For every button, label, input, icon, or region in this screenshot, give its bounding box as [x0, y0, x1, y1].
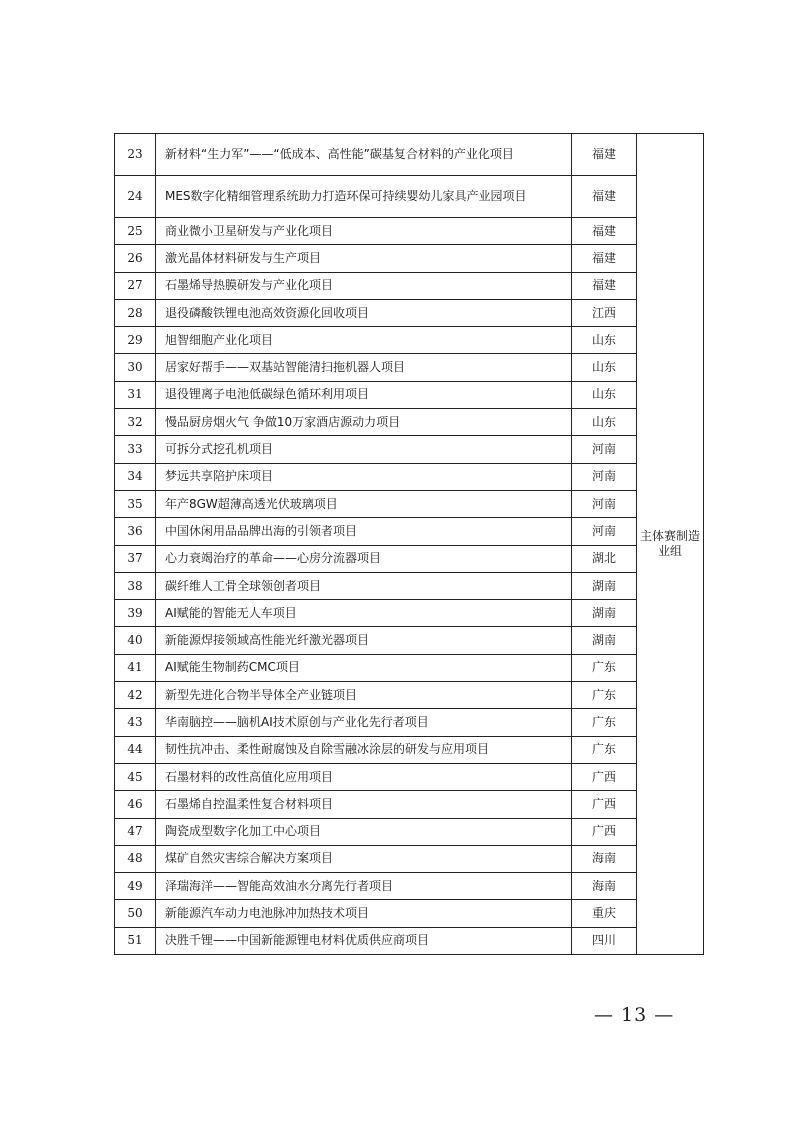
row-number: 28 — [115, 299, 156, 326]
table-row — [115, 218, 704, 245]
province: 山东 — [572, 327, 637, 354]
province: 江西 — [572, 299, 637, 326]
row-number: 51 — [115, 927, 156, 954]
row-number: 24 — [115, 176, 156, 218]
province: 福建 — [572, 134, 637, 176]
project-name: 中国休闲用品品牌出海的引领者项目 — [156, 518, 572, 545]
project-name: 石墨烯导热膜研发与产业化项目 — [156, 272, 572, 299]
project-name: 石墨材料的改性高值化应用项目 — [156, 763, 572, 790]
province: 广东 — [572, 654, 637, 681]
project-name: 居家好帮手——双基站智能清扫拖机器人项目 — [156, 354, 572, 381]
row-number: 35 — [115, 490, 156, 517]
table-row — [115, 272, 704, 299]
table-row — [115, 873, 704, 900]
page-number: — 13 — — [594, 1004, 675, 1026]
row-number: 50 — [115, 900, 156, 927]
project-name: 心力衰竭治疗的革命——心房分流器项目 — [156, 545, 572, 572]
row-number: 44 — [115, 736, 156, 763]
table-row — [115, 927, 704, 954]
table-row — [115, 176, 704, 218]
table-row — [115, 627, 704, 654]
project-name: 梦远共享陪护床项目 — [156, 463, 572, 490]
table-row — [115, 791, 704, 818]
row-number: 41 — [115, 654, 156, 681]
province: 河南 — [572, 436, 637, 463]
table-row — [115, 682, 704, 709]
province: 福建 — [572, 245, 637, 272]
table-row — [115, 354, 704, 381]
table-row — [115, 134, 704, 176]
row-number: 43 — [115, 709, 156, 736]
province: 山东 — [572, 354, 637, 381]
province: 四川 — [572, 927, 637, 954]
table-row — [115, 299, 704, 326]
row-number: 26 — [115, 245, 156, 272]
project-name: 华南脑控——脑机AI技术原创与产业化先行者项目 — [156, 709, 572, 736]
table-row — [115, 763, 704, 790]
table-row — [115, 545, 704, 572]
province: 河南 — [572, 518, 637, 545]
row-number: 29 — [115, 327, 156, 354]
province: 广东 — [572, 709, 637, 736]
province: 海南 — [572, 845, 637, 872]
row-number: 47 — [115, 818, 156, 845]
province: 山东 — [572, 409, 637, 436]
table-row — [115, 490, 704, 517]
project-name: 决胜千锂——中国新能源锂电材料优质供应商项目 — [156, 927, 572, 954]
project-table — [114, 133, 704, 955]
row-number: 34 — [115, 463, 156, 490]
table-row — [115, 654, 704, 681]
province: 湖南 — [572, 627, 637, 654]
project-name: 可拆分式挖孔机项目 — [156, 436, 572, 463]
table-row — [115, 245, 704, 272]
group-label: 主体赛制造业组 — [640, 529, 701, 558]
project-name: 激光晶体材料研发与生产项目 — [156, 245, 572, 272]
row-number: 48 — [115, 845, 156, 872]
row-number: 42 — [115, 682, 156, 709]
project-name: MES数字化精细管理系统助力打造环保可持续婴幼儿家具产业园项目 — [156, 176, 572, 218]
row-number: 36 — [115, 518, 156, 545]
row-number: 30 — [115, 354, 156, 381]
project-name: AI赋能生物制药CMC项目 — [156, 654, 572, 681]
province: 广西 — [572, 818, 637, 845]
project-name: 碳纤维人工骨全球领创者项目 — [156, 572, 572, 599]
project-name: 煤矿自然灾害综合解决方案项目 — [156, 845, 572, 872]
province: 福建 — [572, 176, 637, 218]
row-number: 39 — [115, 600, 156, 627]
table-row — [115, 736, 704, 763]
row-number: 45 — [115, 763, 156, 790]
project-name: 新型先进化合物半导体全产业链项目 — [156, 682, 572, 709]
project-name: 慢品厨房烟火气 争做10万家酒店源动力项目 — [156, 409, 572, 436]
province: 湖南 — [572, 572, 637, 599]
project-name: AI赋能的智能无人车项目 — [156, 600, 572, 627]
project-name: 泽瑞海洋——智能高效油水分离先行者项目 — [156, 873, 572, 900]
province: 福建 — [572, 272, 637, 299]
province: 湖北 — [572, 545, 637, 572]
row-number: 31 — [115, 381, 156, 408]
row-number: 25 — [115, 218, 156, 245]
province: 河南 — [572, 463, 637, 490]
row-number: 46 — [115, 791, 156, 818]
row-number: 38 — [115, 572, 156, 599]
province: 广西 — [572, 763, 637, 790]
province: 山东 — [572, 381, 637, 408]
row-number: 32 — [115, 409, 156, 436]
table-row — [115, 409, 704, 436]
project-name: 旭智细胞产业化项目 — [156, 327, 572, 354]
row-number: 40 — [115, 627, 156, 654]
table-row — [115, 818, 704, 845]
project-name: 韧性抗冲击、柔性耐腐蚀及自除雪融冰涂层的研发与应用项目 — [156, 736, 572, 763]
row-number: 23 — [115, 134, 156, 176]
table-row — [115, 900, 704, 927]
project-name: 新材料“生力军”——“低成本、高性能”碳基复合材料的产业化项目 — [156, 134, 572, 176]
table-row — [115, 600, 704, 627]
province: 湖南 — [572, 600, 637, 627]
table-row — [115, 845, 704, 872]
table-row — [115, 436, 704, 463]
row-number: 33 — [115, 436, 156, 463]
row-number: 37 — [115, 545, 156, 572]
table-row — [115, 327, 704, 354]
province: 广西 — [572, 791, 637, 818]
project-name: 退役磷酸铁锂电池高效资源化回收项目 — [156, 299, 572, 326]
table-row — [115, 709, 704, 736]
table-row — [115, 572, 704, 599]
table-row — [115, 518, 704, 545]
project-name: 石墨烯自控温柔性复合材料项目 — [156, 791, 572, 818]
province: 广东 — [572, 736, 637, 763]
table-row — [115, 463, 704, 490]
row-number: 27 — [115, 272, 156, 299]
province: 福建 — [572, 218, 637, 245]
project-name: 商业微小卫星研发与产业化项目 — [156, 218, 572, 245]
table-row — [115, 381, 704, 408]
group-cell — [637, 134, 704, 955]
row-number: 49 — [115, 873, 156, 900]
province: 海南 — [572, 873, 637, 900]
project-name: 新能源汽车动力电池脉冲加热技术项目 — [156, 900, 572, 927]
province: 广东 — [572, 682, 637, 709]
project-name: 退役锂离子电池低碳绿色循环利用项目 — [156, 381, 572, 408]
project-name: 陶瓷成型数字化加工中心项目 — [156, 818, 572, 845]
project-name: 年产8GW超薄高透光伏玻璃项目 — [156, 490, 572, 517]
province: 重庆 — [572, 900, 637, 927]
project-table-body — [115, 134, 704, 955]
project-name: 新能源焊接领域高性能光纤激光器项目 — [156, 627, 572, 654]
province: 河南 — [572, 490, 637, 517]
